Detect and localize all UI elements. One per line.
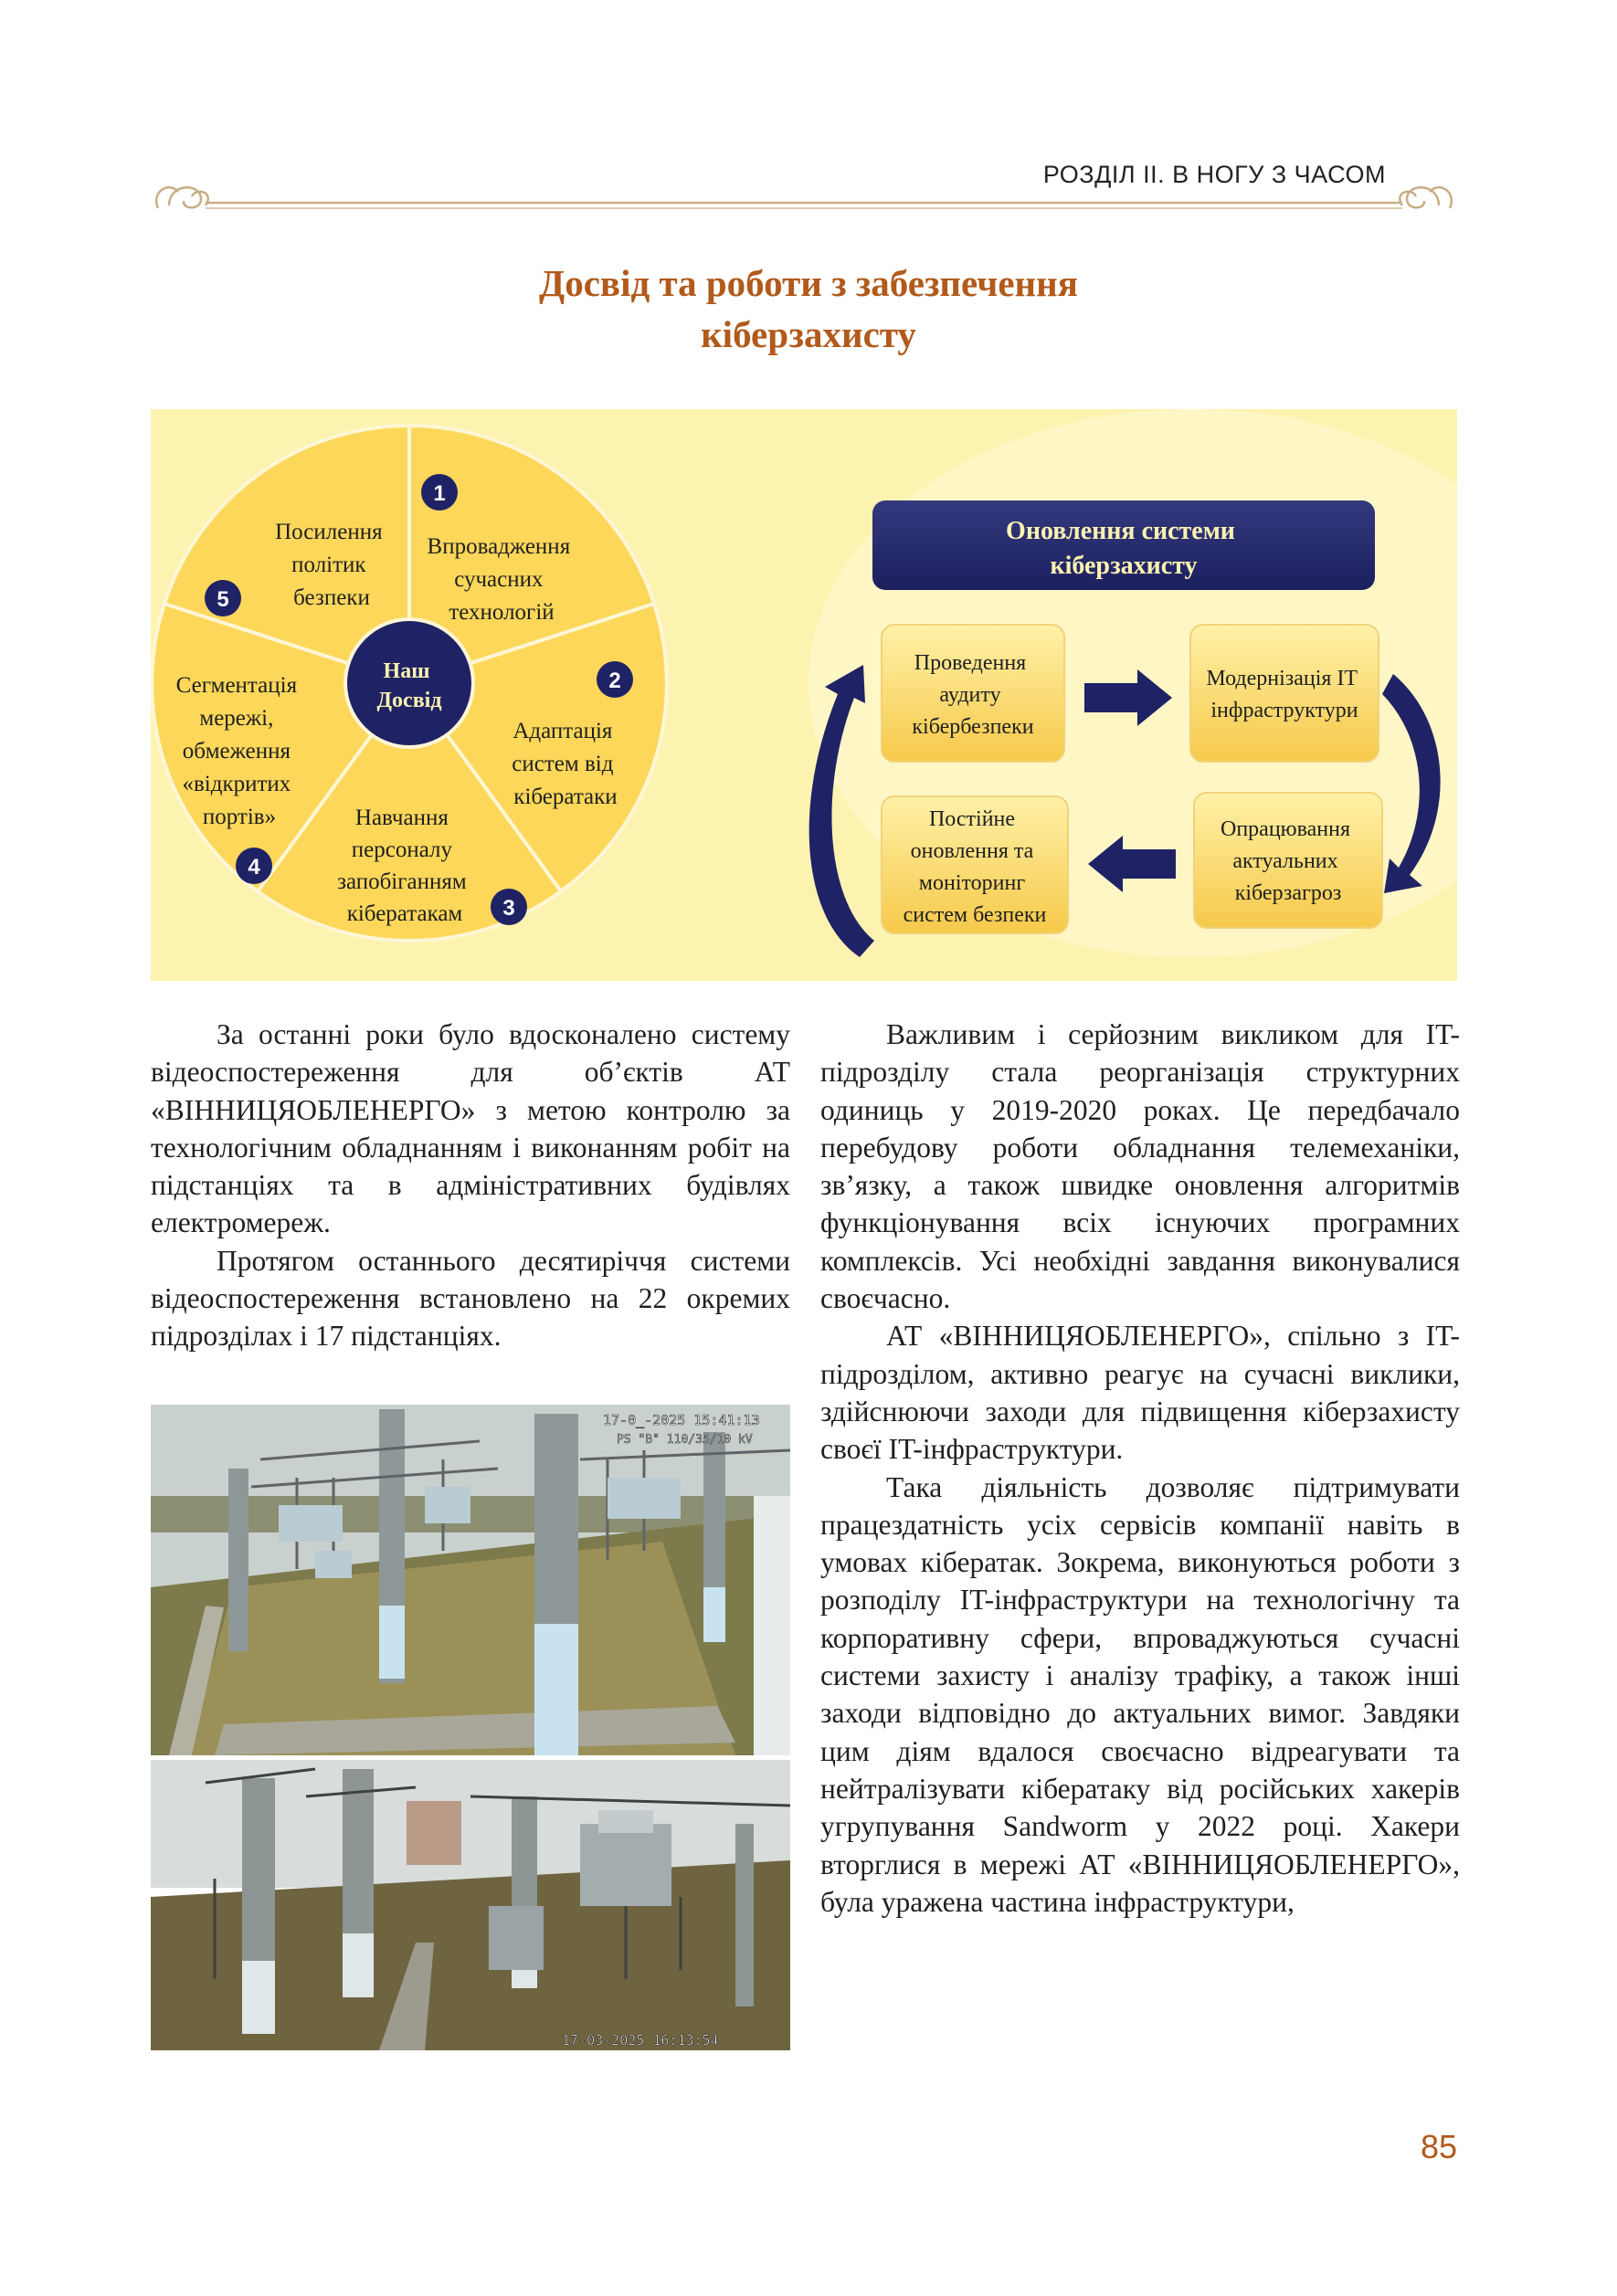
left-paragraph-1: За останні роки було вдосконалено систему відеоспостереження для об’єктів АТ «ВІННИЦЯОБЛЕНЕРГО» з метою контролю за технологічним обладнанням і виконанням робіт на підстанціях та в адміністративних будівлях електромереж. <box>151 1018 790 1239</box>
left-paragraph-2: Протягом останнього десятиріччя системи відеоспостереження встановлено на 22 окремих підрозділах і 17 підстанціях. <box>151 1244 790 1353</box>
page-title-line-1: Досвід та роботи з забезпечення <box>539 262 1078 304</box>
segment-1-line-2: сучасних <box>454 567 544 592</box>
segment-5-line-2: політик <box>291 553 366 577</box>
right-column <box>820 1016 1460 1921</box>
segment-2-line-2: систем від <box>512 752 614 776</box>
cycle-box-1-line-1: Проведення <box>914 651 1027 675</box>
right-paragraph-2: АТ «ВІННИЦЯОБЛЕНЕРГО», спільно з IT-підрозділом, активно реагує на сучасні виклики, здійснюючи заходи для підвищення кіберзахисту своєї IT-інфраструктури. <box>820 1320 1460 1466</box>
segment-1-line-3: технологій <box>449 600 555 625</box>
right-paragraph-1: Важливим і серйозним викликом для IT-підрозділу стала реорганізація структурних одиниць у 2019-2020 роках. Це передбачало перебудову роботи обладнання телемеханіки, зв’язку, а також швидке оновлення алгоритмів функціонування всіх існуючих програмних комплексів. Усі необхідні завдання виконувалися своєчасно. <box>820 1018 1460 1315</box>
cycle-header-line-2: кіберзахисту <box>1050 552 1198 580</box>
experience-wheel <box>152 426 667 941</box>
page-title-line-2: кіберзахисту <box>701 313 916 355</box>
cycle-box-4-line-3: моніторинг <box>918 871 1026 895</box>
segment-4-line-4: «відкритих <box>182 772 291 796</box>
cycle-box-3-line-2: актуальних <box>1232 849 1338 873</box>
segment-2-line-1: Адаптація <box>513 719 613 743</box>
segment-4-line-3: обмеження <box>182 739 291 764</box>
cycle-box-4-line-2: оновлення та <box>910 839 1034 863</box>
cycle-box-modernization <box>1190 625 1379 762</box>
photo-2-cabinet <box>489 1906 544 1970</box>
substation-photo-1 <box>151 1405 790 1755</box>
segment-4-number: 4 <box>248 855 260 879</box>
page-title <box>0 258 1617 360</box>
cycle-box-1-line-2: аудиту <box>939 683 1001 707</box>
infographic-drawing <box>151 409 1457 981</box>
segment-5-line-1: Посилення <box>275 520 383 544</box>
segment-5-line-3: безпеки <box>293 585 370 610</box>
segment-4-line-1: Сегментація <box>175 673 298 698</box>
cycle-box-4-line-1: Постійне <box>928 807 1016 831</box>
segment-1-number: 1 <box>433 481 446 506</box>
running-header <box>151 155 1457 228</box>
wheel-center-line-2: Досвід <box>376 689 442 712</box>
cycle-box-2-line-1: Модернізація IT <box>1206 667 1358 690</box>
segment-3-line-3: запобіганням <box>337 869 467 894</box>
wheel-center <box>345 619 473 747</box>
cycle-box-1-line-3: кібербезпеки <box>912 715 1034 739</box>
segment-1-line-1: Впровадження <box>427 534 571 559</box>
segment-5-number: 5 <box>217 587 229 612</box>
segment-4-line-5: портів» <box>202 805 277 829</box>
wheel-center-line-1: Наш <box>383 659 430 683</box>
segment-3-line-4: кібератакам <box>346 901 463 926</box>
substation-photo-2 <box>151 1760 790 2050</box>
cycle-box-3-line-3: кіберзагроз <box>1234 881 1342 905</box>
segment-3-line-2: персоналу <box>351 837 452 862</box>
segment-4-line-2: мережі, <box>199 706 274 731</box>
cycle-header-line-1: Оновлення системи <box>1006 517 1235 545</box>
infographic <box>151 409 1457 981</box>
segment-2-number: 2 <box>608 669 621 693</box>
cycle-box-2-line-2: інфраструктури <box>1210 699 1358 722</box>
left-column <box>151 1016 790 1355</box>
segment-3-number: 3 <box>502 896 515 921</box>
photo-2-timestamp: 17-03-2025 16:13:54 <box>562 2032 719 2048</box>
svg-text:Опрацювання актуальних <box>1221 817 1356 905</box>
cycle-box-4-line-4: систем безпеки <box>903 903 1047 927</box>
segment-3-line-1: Навчання <box>354 806 449 830</box>
header-ornament <box>151 155 1457 228</box>
segment-2-line-3: кібератаки <box>513 785 618 809</box>
svg-text:Адаптація систем від <box>512 719 618 809</box>
cycle-box-3-line-1: Опрацювання <box>1221 817 1350 841</box>
photo-1-caption: PS "B" 110/35/10 kV <box>617 1433 753 1447</box>
section-title: РОЗДІЛ ІІ. В НОГУ З ЧАСОМ <box>1042 161 1386 188</box>
page-number: 85 <box>1420 2128 1457 2165</box>
right-paragraph-3: Така діяльність дозволяє підтримувати працездатність усіх сервісів компанії навіть в умовах кібератак. Зокрема, виконуються роботи з розподілу IT-інфраструктури на технологічну та корпоративну сфери, впроваджуються сучасні системи захисту і аналізу трафіку, а також інші заходи відповідно до актуальних вимог. Завдяки цим діям вдалося своєчасно відреагувати та нейтралізувати кібератаку від російських хакерів угрупування Sandworm у 2022 році. Хакери вторглися в мережі АТ «ВІННИЦЯОБЛЕНЕРГО», була уражена частина інфраструктури, <box>820 1470 1460 1918</box>
photo-1-timestamp: 17-0_-2025 15:41:13 <box>603 1412 760 1428</box>
